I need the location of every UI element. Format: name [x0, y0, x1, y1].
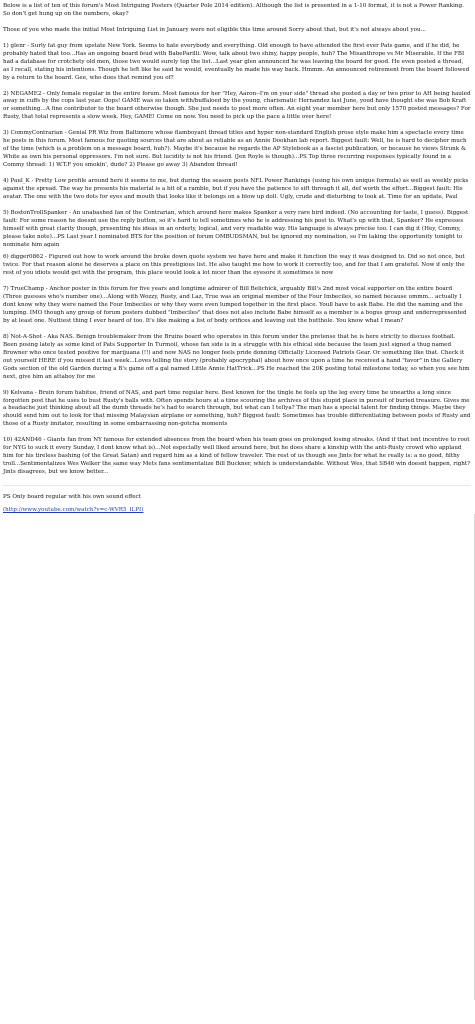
- intro-paragraph: Those of you who made the initial Most Intriguing List in January were not eligible this time around Sorry about that, but it's not always about you...: [3, 26, 426, 33]
- list-item: 5) BostonTrollSpanker - An unabashed fan of the Contrarian, which around here makes Spanker a very rare bird indeed. (No accounting for taste, I guess). Biggest fault: For some reason he doesnt use the reply button, so it's hard to tell sometimes who he is addressing his post to. What's up with that, Spanker? He expresses himself with great clarity though, presenting his ideas in an orderly, logical, and very readable way. His language is always precise too. I can dig it (Hey, Commy, please take note)...PS Last year I nominated BTS for the position of forum OMBUDSMAN, but he ignored my nomination, so I'm taking the opportunity tonight to nominate him again: [3, 209, 469, 248]
- list-item: 3) CommyContrarian - Genial PR Wiz from Baltimore whose flamboyant thread titles and hyper non-standard English prose style make him a spectacle every time he posts in this forum. Most famous for quoting sources that are about as reliable as an Annie Dookhan lab report. Biggest fault: Well, he is hard to decipher much of the time (which is a problem on a message board, huh?). Maybe it's because he regards the AP Stylebook as a fascist publication, or because he views Strunk & White as own his personal oppressors. I'm not sure. But lucidity is not his friend. (Jen Royle is though)...PS Top three recurring responses typically found in a Commy thread: 1) W.T.F you smokin', dude? 2) Please go away 3) Abandon thread!: [3, 130, 467, 168]
- list-item: 9) Kelvana - Bruin forum habitue, friend of NAS, and part time regular here. Best known for the tingle he feels up the leg every time he unearths a long since forgotten post that he uses to bust Rusty's balls with. Often spends hours at a time scouring the archives of this stupid place in pursuit of buried treasure. Gives me a headache just thinking about all the dumb threads he's had to search through, but what can I tellya? The man has a special talent for finding things. Maybe they should send him out to look for that missing Malaysian airplane or something, huh? Biggest fault: Sometimes has trouble differentiating between posts of Rusty and those of a Rusty imitator, resulting in some embarrassing non-gotcha moments: [3, 389, 471, 428]
- list-item: 2) NEGAME2 - Only female regular in the entire forum. Most famous for her "Hey, Aaron--I'm on your side" thread she posted a day or two prior to AH being hauled away in cuffs by the cops last year. Oops! GAME was so taken with/buffaloed by the young, charismatic Hernandez last June, youd have thought she was Bob Kraft or something...A fine contributor to the board otherwise though. She just needs to post more often. An eight year member here but only 1570 posted messages? For Rusty, that total represents a slow week. Hey, GAME! Come on now. You need to pick up the pace a little over here!: [3, 90, 471, 121]
- list-item: 4) Paul_K - Pretty Low profile around here it seems to me, but during the season posts NFL Power Rankings (using his own unique formula) as well as weekly picks against the spread. The way he presents his material is a bit of a ramble, but if you have the patience to sift through it all, def worth the effort...Biggest fault: His avatar. The one with the two dots for eyes and mouth that looks like it belongs on a blow up doll. Ugly, crude and disturbing to look at. Time for an update, Paul: [3, 177, 469, 200]
- divider: [3, 485, 471, 486]
- list-item: 7) TrueChamp - Anchor poster in this forum for five years and longtime admirer of Bill Belichick, arguably Bill's 2nd most vocal supporter on the entire board (Three guesses who's number one)...Along with Wozzy, Rusty, and Laz, True was an original member of the Four Imbeciles, so named because ummm... actually I dont know why they were named the Four Imbeciles or why they were even lumped together in the first place. Youll have to ask Babe. He did the naming and the lumping. IMO though any group of forum posters dubbed "Imbeciles" that does not also include Babe himself as a member is a bogus group and underrepresented by at least one. Nuttiest thing I ever heard of too. It's like making a list of body orifices and leaving out the butthole. You know what I mean?: [3, 286, 467, 324]
- list-item: 1) glenr - Surly fat guy from upstate New York. Seems to hate everybody and everything. Old enough to have attended the first ever Pats game, and if he did, he probably hated that too...Has an ongoing board feud with BabeParilli. Wow, talk about two shiny, happy people, huh? The Misanthrope vs Mr Miserable. If the FBI had a database for crotchety old men, those two would surely top the list...Last year glen announced he was leaving the board for good. He even posted a thread, as I recall, stating his intentions. Though he left like he said he would, eventually he made his way back. Hmmm. An announced retirement from the board followed by a return to the board. Gee, who does that remind you of?: [3, 42, 470, 81]
- youtube-link-line: [3, 507, 471, 515]
- list-item: 6) digger0862 - Figured out how to work around the broke down quote system we have here and make it function the way it was designed to. Did so not once, but twice. For that reason alone he deserves a place on this prestigious list. He also taught me how to work it correctly too, and for that I am grateful. Now if only the rest of you idiots would get with the program, this place would look a lot nicer than the eyesore it sometimes is now: [3, 254, 465, 277]
- postscript: PS Only board regular with his own sound effect: [3, 493, 141, 500]
- youtube-link[interactable]: (http://www.youtube.com/watch?v=c-WVR5_ILPI): [3, 506, 144, 513]
- list-item: 8) Not-A-Shot - Aka NAS. Benign troublemaker from the Bruins board who operates in this forum under the pretense that he is here strictly to discuss football. Been posing lately as some kind of Pats Supporter In Turmoil, whose fan side is in a struggle with his ethical side because the team just signed a thug named Browner who once tested positive for marijuana (!!) and now NAS no longer feels pride donning Officially Licensed Patriots Gear. Or something like that. Check it out yourself HERE if you missed it last week...Loves telling the story (probably apocryphal) about how once upon a time he received a hand "favor" in the Gallery Gods section of the old Garden during a B's game off a gal named Little Annie HatTrick...PS He reached the 20K posting total milestone today, so when you see him next, give him an attaboy for me: [3, 333, 470, 380]
- intro-paragraph: Below is a list of ten of this forum's Most Intriguing Posters (Quarter Pole 2014 edition). Although the list is presented in a 1-10 format, it is not a Power Ranking. So don't get hung up on the numbers, okay?: [3, 3, 464, 17]
- list-item: 10) 42AND46 - Giants fan from NY famous for extended absences from the board when his team goes on prolonged losing streaks. (And if that isnt incentive to root for NYG to suck it every Sunday, I dont know what is)...Not especially well liked around here, but he does share a kinship with the anti-Rusty crowd who applaud him for his tireless bashing (of the Great Satan) and regard him as a kind of fellow traveler. The rest of us though see Jints for what he really is: a no good, filthy troll...Sentimentalizes Wes Welker the same way Mets fans sentimentalize Bill Buckner, which is understandable. Without Wes, that SB46 win doesnt happen, right? Jints disagrees, but we know better...: [3, 437, 471, 475]
